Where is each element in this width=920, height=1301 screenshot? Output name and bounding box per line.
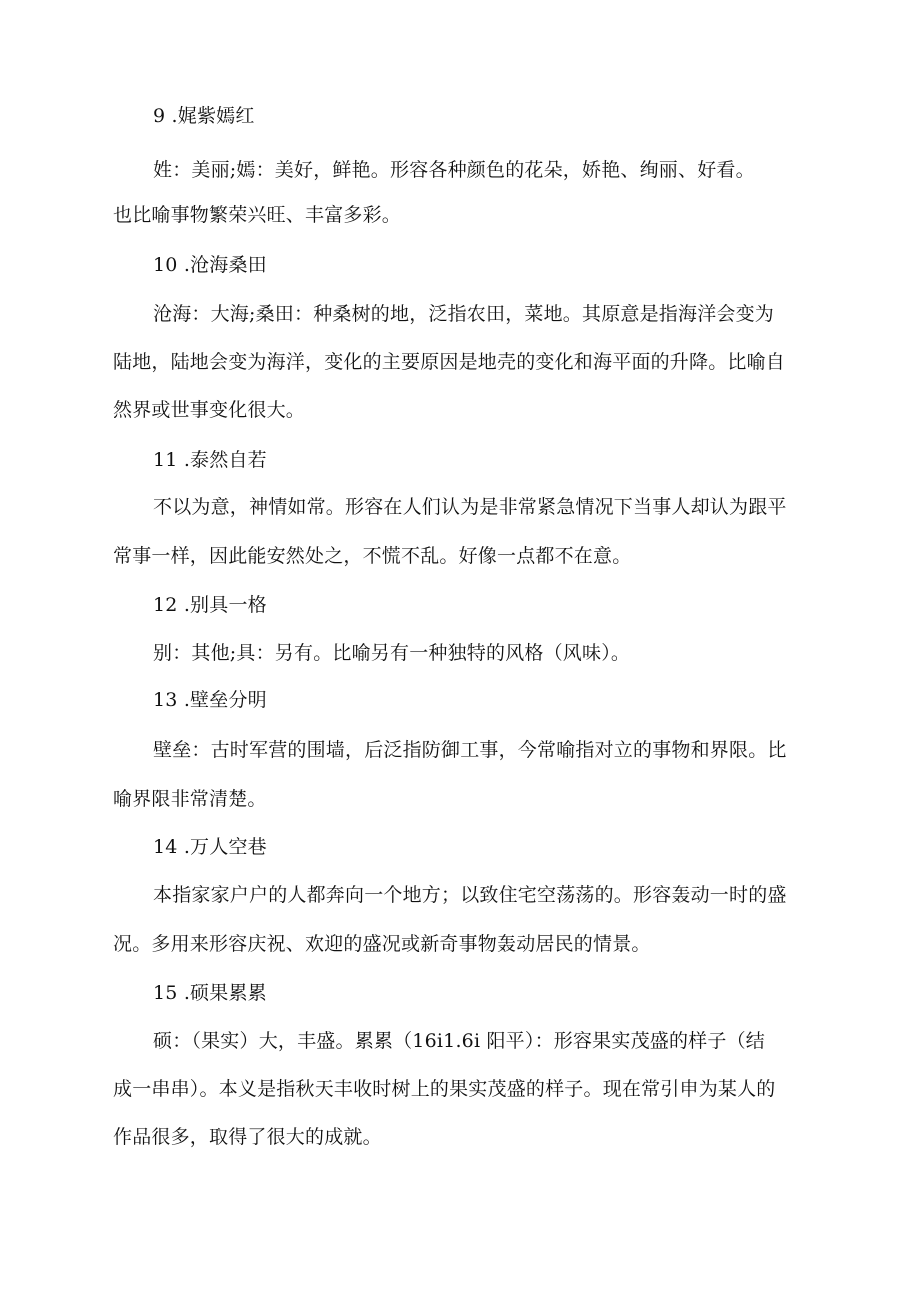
entry-text-line: 成一串串）。本义是指秋天丰收时树上的果实茂盛的样子。现在常引申为某人的 xyxy=(113,1078,776,1100)
entry-text-line: 常事一样，因此能安然处之，不慌不乱。好像一点都不在意。 xyxy=(113,545,632,567)
entry-text-line: 也比喻事物繁荣兴旺、丰富多彩。 xyxy=(113,204,402,226)
entry-text-line: 别：其他;具：另有。比喻另有一种独特的风格（风味）。 xyxy=(153,642,631,664)
entry-heading: 15 .硕果累累 xyxy=(153,982,267,1004)
entry-heading: 14 .万人空巷 xyxy=(153,836,267,858)
entry-heading: 9 .娓紫嫣红 xyxy=(153,105,255,127)
entry-text-line: 本指家家户户的人都奔向一个地方；以致住宅空荡荡的。形容轰动一时的盛 xyxy=(153,884,787,906)
entry-text-line: 陆地，陆地会变为海洋，变化的主要原因是地壳的变化和海平面的升降。比喻自 xyxy=(113,351,786,373)
entry-heading: 13 .壁垒分明 xyxy=(153,689,267,711)
entry-text-line: 壁垒：古时军营的围墙，后泛指防御工事，今常喻指对立的事物和界限。比 xyxy=(153,739,787,761)
entry-text-line: 作品很多，取得了很大的成就。 xyxy=(113,1126,382,1148)
entry-text-line: 姓：美丽;嫣：美好，鲜艳。形容各种颜色的花朵，娇艳、绚丽、好看。 xyxy=(153,159,755,181)
entry-text-line: 不以为意，神情如常。形容在人们认为是非常紧急情况下当事人却认为跟平 xyxy=(153,496,787,518)
entry-text-line: 沧海：大海;桑田：种桑树的地，泛指农田，菜地。其原意是指海洋会变为 xyxy=(153,303,775,325)
entry-text-line: 喻界限非常清楚。 xyxy=(113,788,267,810)
entry-text-line: 然界或世事变化很大。 xyxy=(113,399,306,421)
entry-heading: 11 .泰然自若 xyxy=(153,449,267,471)
entry-text-line: 硕：（果实）大，丰盛。累累（16i1.6i 阳平）：形容果实茂盛的样子（结 xyxy=(153,1030,765,1052)
entry-heading: 12 .别具一格 xyxy=(153,594,267,616)
entry-text-line: 况。多用来形容庆祝、欢迎的盛况或新奇事物轰动居民的情景。 xyxy=(113,933,651,955)
entry-heading: 10 .沧海桑田 xyxy=(153,254,267,276)
